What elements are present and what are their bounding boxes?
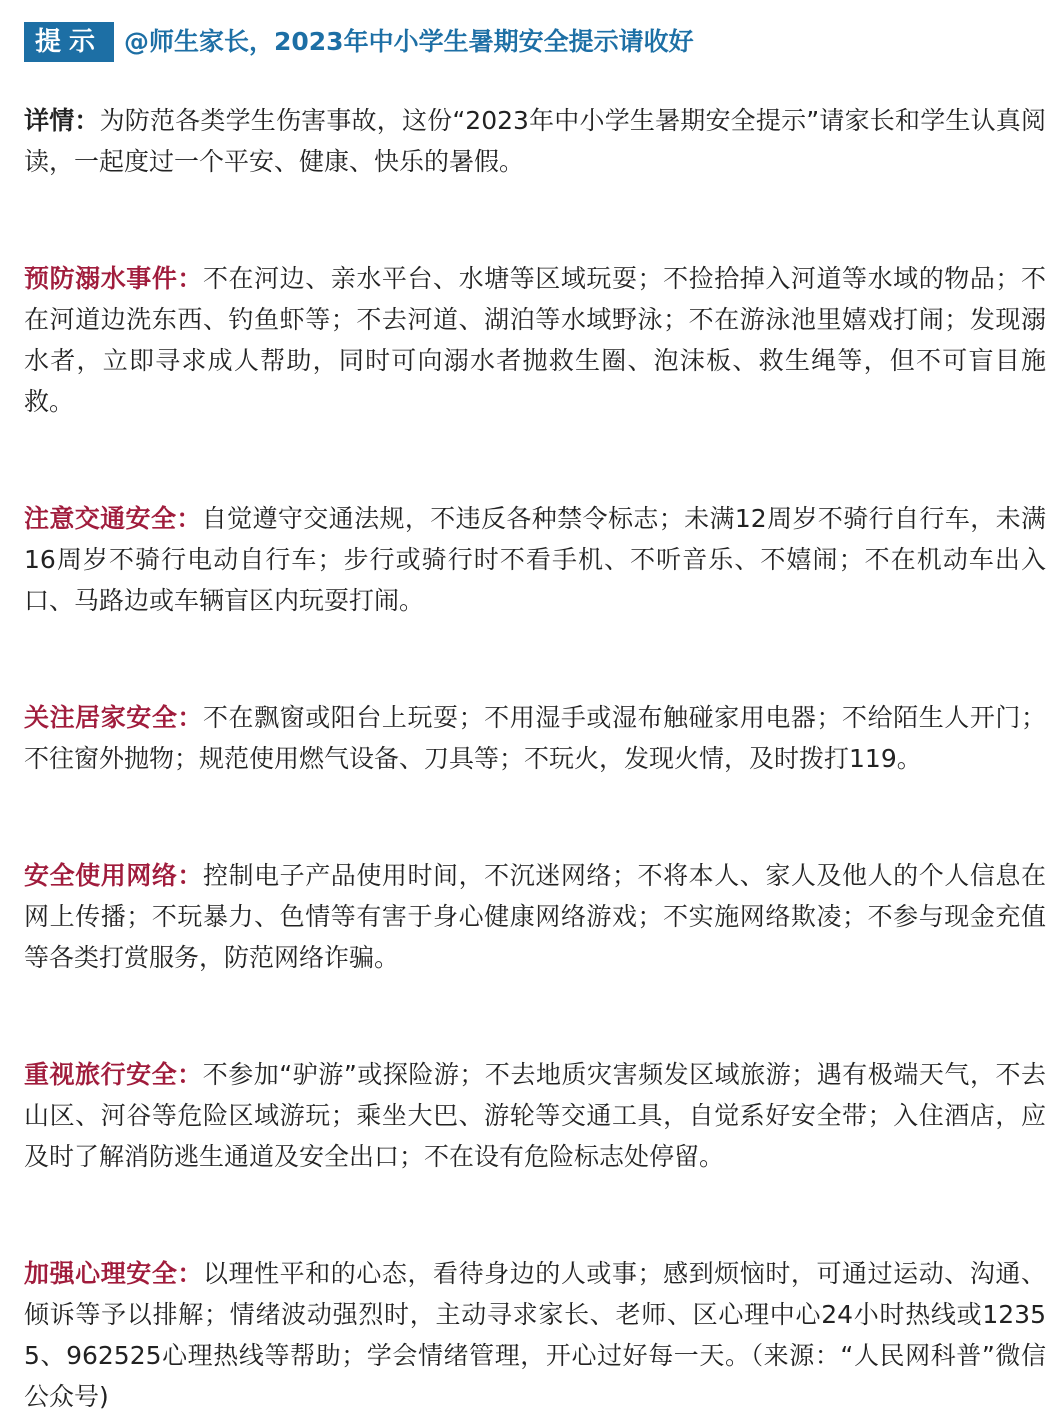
intro-text: 为防范各类学生伤害事故，这份“2023年中小学生暑期安全提示”请家长和学生认真阅读，一起度过一个平安、健康、快乐的暑假。 <box>24 106 1046 176</box>
section-home <box>24 697 1046 779</box>
article-body <box>24 100 1046 1417</box>
intro-paragraph <box>24 100 1046 182</box>
section-text: 不参加“驴游”或探险游；不去地质灾害频发区域旅游；遇有极端天气，不去山区、河谷等危险区域游玩；乘坐大巴、游轮等交通工具，自觉系好安全带；入住酒店，应及时了解消防逃生通道及安全出口；不在设有危险标志处停留。 <box>24 1060 1046 1171</box>
section-label: 注意交通安全： <box>24 504 202 533</box>
intro-label: 详情： <box>24 106 100 135</box>
section-text: 不在飘窗或阳台上玩耍；不用湿手或湿布触碰家用电器；不给陌生人开门；不往窗外抛物；规范使用燃气设备、刀具等；不玩火，发现火情，及时拨打119。 <box>24 703 1046 773</box>
section-label: 重视旅行安全： <box>24 1060 203 1089</box>
section-label: 加强心理安全： <box>24 1259 203 1288</box>
section-internet <box>24 855 1046 978</box>
section-label: 关注居家安全： <box>24 703 203 732</box>
article-header <box>24 22 694 62</box>
tip-tag: 提示 <box>24 22 114 62</box>
section-text: 自觉遵守交通法规，不违反各种禁令标志；未满12周岁不骑行自行车，未满16周岁不骑行电动自行车；步行或骑行时不看手机、不听音乐、不嬉闹；不在机动车出入口、马路边或车辆盲区内玩耍打闹。 <box>24 504 1046 615</box>
section-travel <box>24 1054 1046 1177</box>
section-text: 不在河边、亲水平台、水塘等区域玩耍；不捡拾掉入河道等水域的物品；不在河道边洗东西、钓鱼虾等；不去河道、湖泊等水域野泳；不在游泳池里嬉戏打闹；发现溺水者，立即寻求成人帮助，同时可向溺水者抛救生圈、泡沫板、救生绳等，但不可盲目施救。 <box>24 264 1046 416</box>
section-drowning <box>24 258 1046 422</box>
section-label: 安全使用网络： <box>24 861 203 890</box>
section-text: 以理性平和的心态，看待身边的人或事；感到烦恼时，可通过运动、沟通、倾诉等予以排解；情绪波动强烈时，主动寻求家长、老师、区心理中心24小时热线或12355、962525心理热线等帮助；学会情绪管理，开心过好每一天。（来源：“人民网科普”微信公众号) <box>24 1259 1046 1411</box>
section-text: 控制电子产品使用时间，不沉迷网络；不将本人、家人及他人的个人信息在网上传播；不玩暴力、色情等有害于身心健康网络游戏；不实施网络欺凌；不参与现金充值等各类打赏服务，防范网络诈骗。 <box>24 861 1046 972</box>
section-label: 预防溺水事件： <box>24 264 203 293</box>
headline: @师生家长，2023年中小学生暑期安全提示请收好 <box>124 27 694 56</box>
section-psychology <box>24 1253 1046 1417</box>
section-traffic <box>24 498 1046 621</box>
